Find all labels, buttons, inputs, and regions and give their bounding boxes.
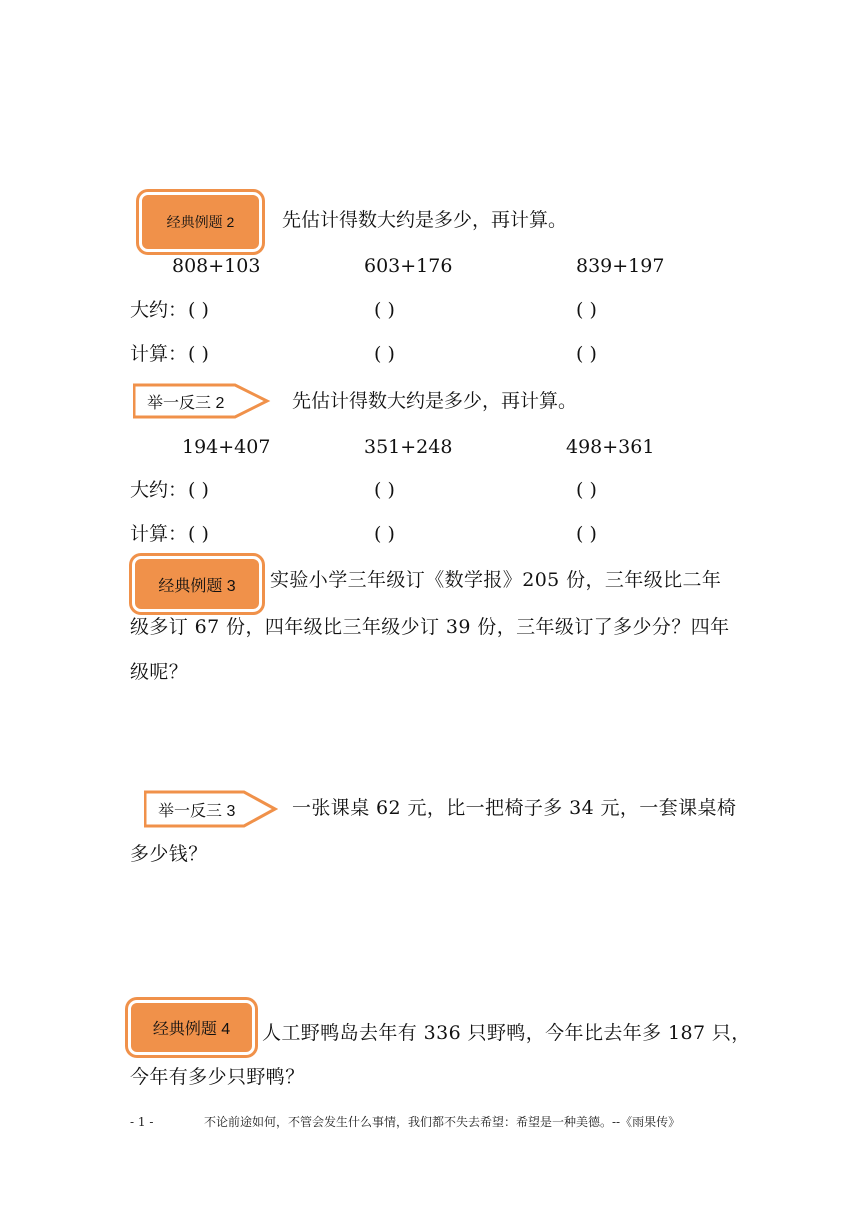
blank-1b-est: ( ): [374, 299, 395, 321]
page-number: - 1 -: [130, 1115, 154, 1129]
example-label-3-text: 经典例题 3: [158, 577, 236, 595]
problem-3-line3: 级呢？: [130, 661, 189, 683]
practice-label-3: [144, 789, 278, 829]
blank-1a-calc: ( ): [188, 343, 209, 365]
problem-5-line1: 人工野鸭岛去年有 336 只野鸭，今年比去年多 187 只，: [262, 1022, 751, 1044]
instruction-1: 先估计得数大约是多少，再计算。: [282, 209, 568, 231]
problem-4-line2: 多少钱？: [130, 843, 208, 865]
calc-label-2: 计算：: [130, 523, 188, 545]
footer-quote: 不论前途如何，不管会发生什么事情，我们都不失去希望：希望是一种美德。--《雨果传》: [204, 1115, 681, 1129]
problem-1c: 839+197: [576, 255, 665, 277]
practice-label-2-text: 举一反三 2: [147, 394, 225, 412]
blank-2b-calc: ( ): [374, 523, 395, 545]
estimate-label-2: 大约：: [130, 479, 188, 501]
blank-2c-est: ( ): [576, 479, 597, 501]
blank-1c-est: ( ): [576, 299, 597, 321]
problem-2b: 351+248: [364, 436, 453, 458]
instruction-2: 先估计得数大约是多少，再计算。: [292, 390, 578, 412]
blank-2c-calc: ( ): [576, 523, 597, 545]
blank-1b-calc: ( ): [374, 343, 395, 365]
blank-2a-est: ( ): [188, 479, 209, 501]
blank-2b-est: ( ): [374, 479, 395, 501]
problem-1a: 808+103: [172, 255, 261, 277]
problem-2a: 194+407: [182, 436, 271, 458]
blank-1c-calc: ( ): [576, 343, 597, 365]
problem-3-line1: 实验小学三年级订《数学报》205 份，三年级比二年: [270, 569, 722, 591]
problem-5-line2: 今年有多少只野鸭？: [130, 1066, 305, 1088]
practice-label-2: [133, 382, 271, 420]
blank-1a-est: ( ): [188, 299, 209, 321]
problem-1b: 603+176: [364, 255, 453, 277]
problem-3-line2: 级多订 67 份，四年级比三年级少订 39 份，三年级订了多少分？四年: [130, 616, 730, 638]
example-label-2-text: 经典例题 2: [166, 214, 235, 230]
calc-label-1: 计算：: [130, 343, 188, 365]
example-label-2: [139, 192, 262, 252]
problem-4-line1: 一张课桌 62 元，比一把椅子多 34 元，一套课桌椅: [292, 797, 737, 819]
problem-2c: 498+361: [566, 436, 655, 458]
practice-label-3-text: 举一反三 3: [158, 802, 236, 820]
blank-2a-calc: ( ): [188, 523, 209, 545]
estimate-label-1: 大约：: [130, 299, 188, 321]
example-label-4-text: 经典例题 4: [152, 1021, 231, 1038]
example-label-4: [128, 1000, 255, 1055]
